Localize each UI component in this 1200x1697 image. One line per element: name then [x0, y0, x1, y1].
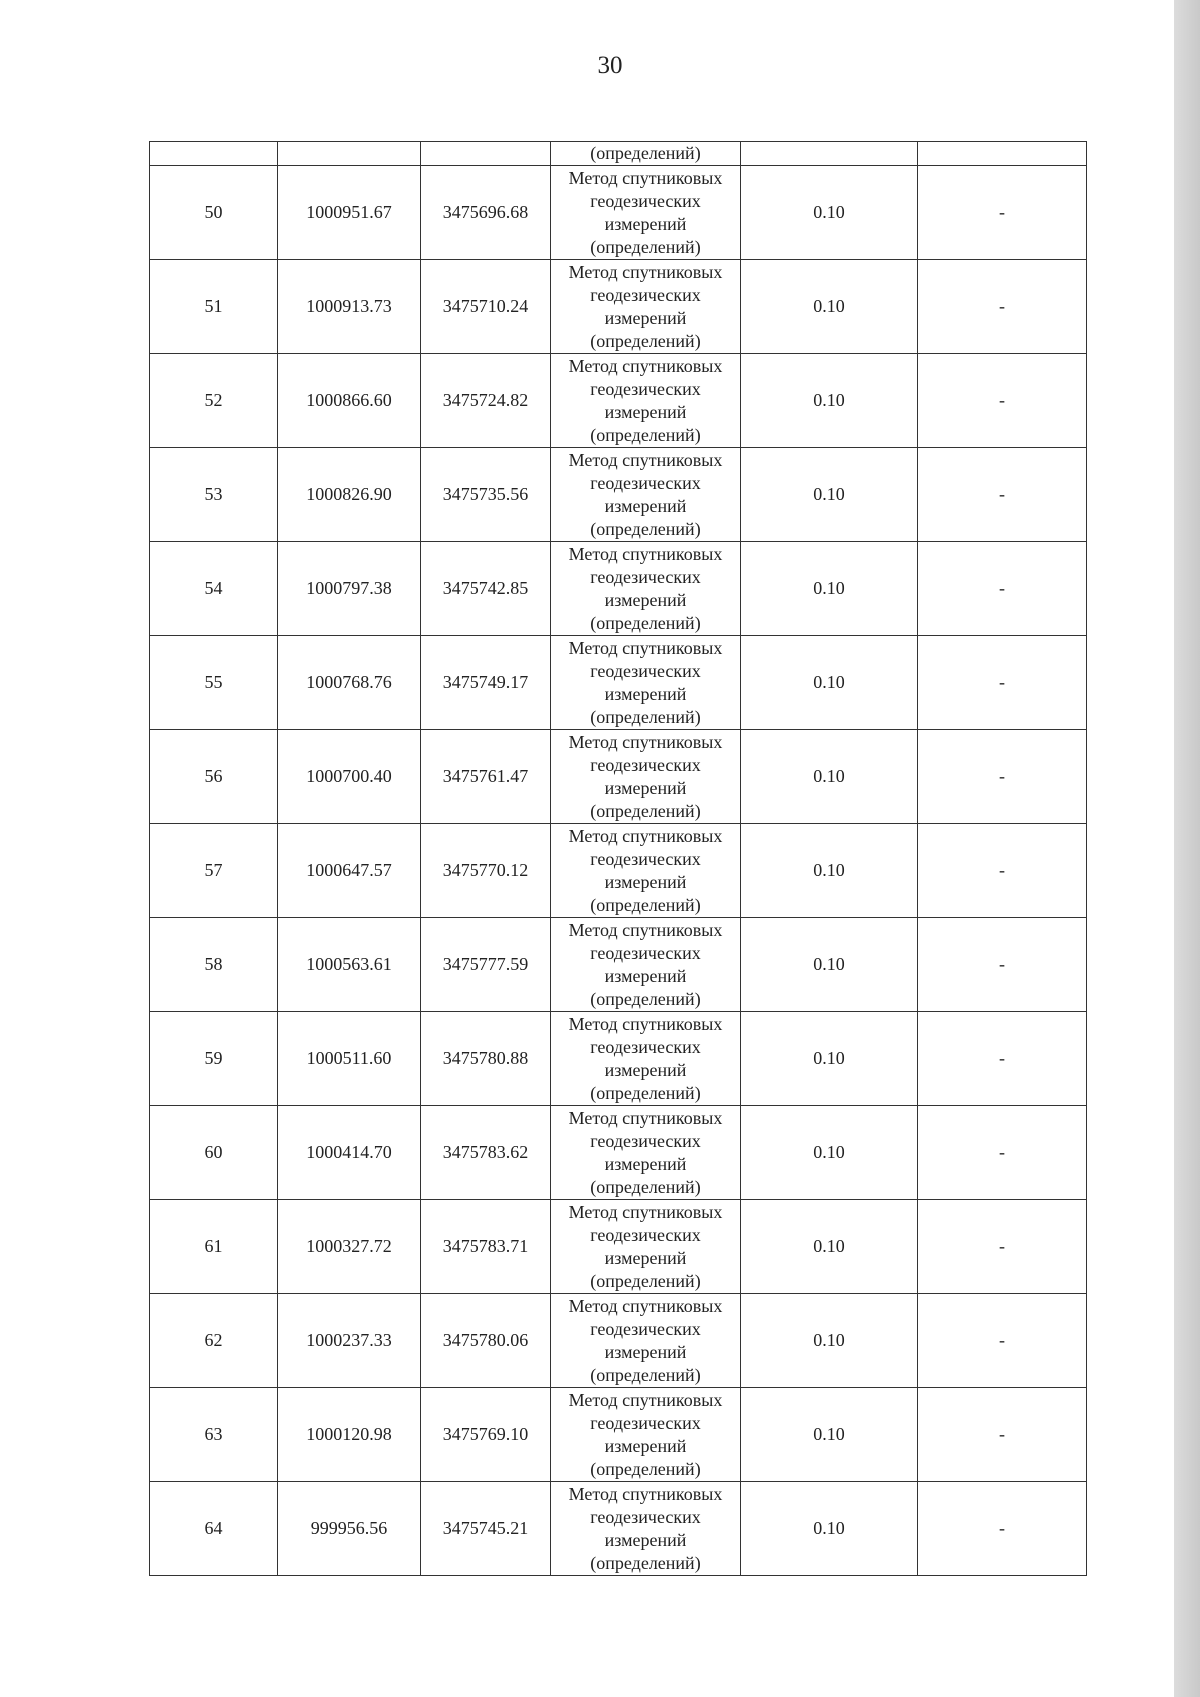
- method-line: измерений: [604, 1059, 687, 1080]
- method-line: измерений: [604, 965, 687, 986]
- method-line: геодезических: [590, 190, 701, 211]
- method-cell: [551, 636, 741, 730]
- note-cell: -: [918, 1106, 1087, 1200]
- method-cell: [551, 354, 741, 448]
- method-line: Метод спутниковых: [568, 1107, 723, 1128]
- method-line: измерений: [604, 1153, 687, 1174]
- method-cell: [551, 1388, 741, 1482]
- method-line: (определений): [590, 1082, 701, 1103]
- point-number-cell: 51: [150, 260, 278, 354]
- table-row: [150, 166, 1087, 260]
- accuracy-cell: 0.10: [741, 1482, 918, 1576]
- method-line: (определений): [590, 236, 701, 257]
- continuation-row: [150, 142, 1087, 166]
- y-coordinate-cell: 3475780.06: [421, 1294, 551, 1388]
- method-line: Метод спутниковых: [568, 637, 723, 658]
- method-cell: [551, 260, 741, 354]
- table-cell: [918, 142, 1087, 166]
- method-line: (определений): [590, 1176, 701, 1197]
- method-line: (определений): [590, 706, 701, 727]
- table-row: [150, 1012, 1087, 1106]
- y-coordinate-cell: 3475769.10: [421, 1388, 551, 1482]
- method-line: Метод спутниковых: [568, 1483, 723, 1504]
- method-line: измерений: [604, 1435, 687, 1456]
- note-cell: -: [918, 636, 1087, 730]
- accuracy-cell: 0.10: [741, 918, 918, 1012]
- x-coordinate-cell: 1000414.70: [278, 1106, 421, 1200]
- accuracy-cell: 0.10: [741, 824, 918, 918]
- method-line: измерений: [604, 1529, 687, 1550]
- point-number-cell: 50: [150, 166, 278, 260]
- method-line: (определений): [590, 1270, 701, 1291]
- y-coordinate-cell: 3475745.21: [421, 1482, 551, 1576]
- method-line: Метод спутниковых: [568, 1295, 723, 1316]
- method-line: измерений: [604, 589, 687, 610]
- method-line: (определений): [590, 518, 701, 539]
- method-line: геодезических: [590, 848, 701, 869]
- method-line: (определений): [590, 330, 701, 351]
- table-row: [150, 1294, 1087, 1388]
- method-line: Метод спутниковых: [568, 1389, 723, 1410]
- point-number-cell: 62: [150, 1294, 278, 1388]
- method-cell: [551, 730, 741, 824]
- point-number-cell: 55: [150, 636, 278, 730]
- accuracy-cell: 0.10: [741, 1106, 918, 1200]
- y-coordinate-cell: 3475783.62: [421, 1106, 551, 1200]
- accuracy-cell: 0.10: [741, 448, 918, 542]
- method-line: измерений: [604, 495, 687, 516]
- accuracy-cell: 0.10: [741, 730, 918, 824]
- method-line: геодезических: [590, 284, 701, 305]
- note-cell: -: [918, 1200, 1087, 1294]
- method-line: измерений: [604, 683, 687, 704]
- note-cell: -: [918, 166, 1087, 260]
- table-cell: [150, 142, 278, 166]
- accuracy-cell: 0.10: [741, 1294, 918, 1388]
- x-coordinate-cell: 1000327.72: [278, 1200, 421, 1294]
- x-coordinate-cell: 999956.56: [278, 1482, 421, 1576]
- method-line: геодезических: [590, 754, 701, 775]
- note-cell: -: [918, 448, 1087, 542]
- accuracy-cell: 0.10: [741, 354, 918, 448]
- accuracy-cell: 0.10: [741, 166, 918, 260]
- method-line: геодезических: [590, 1224, 701, 1245]
- table-row: [150, 448, 1087, 542]
- method-line: измерений: [604, 213, 687, 234]
- note-cell: -: [918, 730, 1087, 824]
- method-line: Метод спутниковых: [568, 355, 723, 376]
- accuracy-cell: 0.10: [741, 542, 918, 636]
- x-coordinate-cell: 1000120.98: [278, 1388, 421, 1482]
- y-coordinate-cell: 3475749.17: [421, 636, 551, 730]
- note-cell: -: [918, 918, 1087, 1012]
- method-cell: [551, 1482, 741, 1576]
- y-coordinate-cell: 3475761.47: [421, 730, 551, 824]
- method-line: Метод спутниковых: [568, 543, 723, 564]
- method-line: геодезических: [590, 1506, 701, 1527]
- method-line: измерений: [604, 1247, 687, 1268]
- table-row: [150, 730, 1087, 824]
- x-coordinate-cell: 1000511.60: [278, 1012, 421, 1106]
- y-coordinate-cell: 3475777.59: [421, 918, 551, 1012]
- scan-edge-shadow: [1174, 0, 1200, 1697]
- x-coordinate-cell: 1000826.90: [278, 448, 421, 542]
- method-line: (определений): [590, 800, 701, 821]
- x-coordinate-cell: 1000647.57: [278, 824, 421, 918]
- method-cell: [551, 166, 741, 260]
- point-number-cell: 53: [150, 448, 278, 542]
- method-line: (определений): [590, 424, 701, 445]
- method-line: геодезических: [590, 660, 701, 681]
- note-cell: -: [918, 1388, 1087, 1482]
- note-cell: -: [918, 260, 1087, 354]
- method-line: измерений: [604, 777, 687, 798]
- point-number-cell: 60: [150, 1106, 278, 1200]
- x-coordinate-cell: 1000237.33: [278, 1294, 421, 1388]
- method-line: Метод спутниковых: [568, 825, 723, 846]
- y-coordinate-cell: 3475783.71: [421, 1200, 551, 1294]
- note-cell: -: [918, 824, 1087, 918]
- method-line: (определений): [590, 988, 701, 1009]
- table-row: [150, 636, 1087, 730]
- x-coordinate-cell: 1000913.73: [278, 260, 421, 354]
- page-number: 30: [597, 52, 623, 79]
- method-line: геодезических: [590, 378, 701, 399]
- coordinates-table: [149, 141, 1087, 1576]
- point-number-cell: 57: [150, 824, 278, 918]
- y-coordinate-cell: 3475742.85: [421, 542, 551, 636]
- method-line: Метод спутниковых: [568, 261, 723, 282]
- method-line: (определений): [590, 612, 701, 633]
- table-cell: [741, 142, 918, 166]
- table-row: [150, 542, 1087, 636]
- method-line: Метод спутниковых: [568, 1201, 723, 1222]
- accuracy-cell: 0.10: [741, 1200, 918, 1294]
- method-cell: [551, 1200, 741, 1294]
- table-cell: [421, 142, 551, 166]
- x-coordinate-cell: 1000866.60: [278, 354, 421, 448]
- method-cell: [551, 918, 741, 1012]
- method-line: (определений): [590, 1458, 701, 1479]
- accuracy-cell: 0.10: [741, 1388, 918, 1482]
- point-number-cell: 64: [150, 1482, 278, 1576]
- method-line: Метод спутниковых: [568, 919, 723, 940]
- method-line: Метод спутниковых: [568, 449, 723, 470]
- x-coordinate-cell: 1000563.61: [278, 918, 421, 1012]
- method-cell: [551, 542, 741, 636]
- method-line: геодезических: [590, 566, 701, 587]
- table-row: [150, 918, 1087, 1012]
- method-line: геодезических: [590, 1318, 701, 1339]
- note-cell: -: [918, 1482, 1087, 1576]
- table-cell: [278, 142, 421, 166]
- y-coordinate-cell: 3475710.24: [421, 260, 551, 354]
- point-number-cell: 58: [150, 918, 278, 1012]
- table-row: [150, 260, 1087, 354]
- accuracy-cell: 0.10: [741, 260, 918, 354]
- method-cell: [551, 1012, 741, 1106]
- table-row: [150, 354, 1087, 448]
- table-row: [150, 1200, 1087, 1294]
- accuracy-cell: 0.10: [741, 636, 918, 730]
- x-coordinate-cell: 1000768.76: [278, 636, 421, 730]
- point-number-cell: 61: [150, 1200, 278, 1294]
- method-line: измерений: [604, 401, 687, 422]
- point-number-cell: 59: [150, 1012, 278, 1106]
- method-continuation-cell: (определений): [551, 142, 741, 166]
- y-coordinate-cell: 3475696.68: [421, 166, 551, 260]
- method-cell: [551, 824, 741, 918]
- x-coordinate-cell: 1000797.38: [278, 542, 421, 636]
- x-coordinate-cell: 1000700.40: [278, 730, 421, 824]
- method-cell: [551, 1106, 741, 1200]
- table-row: [150, 1388, 1087, 1482]
- note-cell: -: [918, 1012, 1087, 1106]
- method-line: (определений): [590, 894, 701, 915]
- point-number-cell: 52: [150, 354, 278, 448]
- y-coordinate-cell: 3475770.12: [421, 824, 551, 918]
- point-number-cell: 54: [150, 542, 278, 636]
- method-line: геодезических: [590, 942, 701, 963]
- method-line: измерений: [604, 1341, 687, 1362]
- method-line: (определений): [590, 1552, 701, 1573]
- point-number-cell: 63: [150, 1388, 278, 1482]
- table-row: [150, 1106, 1087, 1200]
- point-number-cell: 56: [150, 730, 278, 824]
- note-cell: -: [918, 1294, 1087, 1388]
- method-line: (определений): [590, 1364, 701, 1385]
- method-line: геодезических: [590, 1130, 701, 1151]
- table-row: [150, 1482, 1087, 1576]
- method-line: Метод спутниковых: [568, 731, 723, 752]
- method-line: измерений: [604, 871, 687, 892]
- method-line: измерений: [604, 307, 687, 328]
- method-line: Метод спутниковых: [568, 167, 723, 188]
- method-line: Метод спутниковых: [568, 1013, 723, 1034]
- y-coordinate-cell: 3475735.56: [421, 448, 551, 542]
- note-cell: -: [918, 354, 1087, 448]
- y-coordinate-cell: 3475724.82: [421, 354, 551, 448]
- accuracy-cell: 0.10: [741, 1012, 918, 1106]
- method-line: геодезических: [590, 472, 701, 493]
- y-coordinate-cell: 3475780.88: [421, 1012, 551, 1106]
- table-row: [150, 824, 1087, 918]
- method-line: геодезических: [590, 1412, 701, 1433]
- method-cell: [551, 448, 741, 542]
- x-coordinate-cell: 1000951.67: [278, 166, 421, 260]
- note-cell: -: [918, 542, 1087, 636]
- method-cell: [551, 1294, 741, 1388]
- method-line: геодезических: [590, 1036, 701, 1057]
